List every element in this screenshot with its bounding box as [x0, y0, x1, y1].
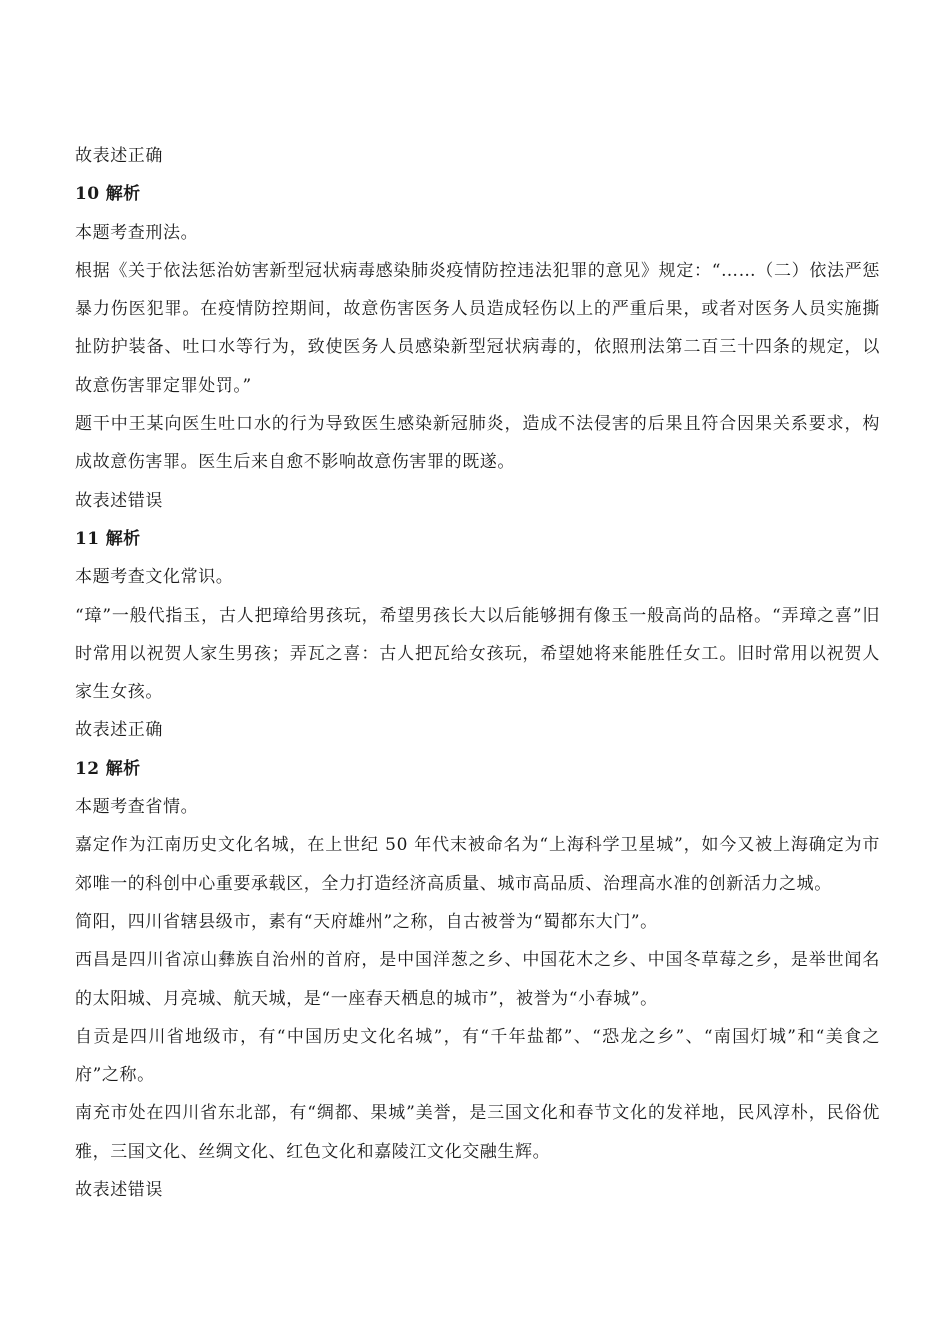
- conclusion-text: 故表述正确: [75, 146, 163, 166]
- topic-text: 本题考查刑法。: [75, 222, 199, 243]
- paragraph: 自贡是四川省地级市，有“中国历史文化名城”，有“千年盐都”、“恐龙之乡”、“南国灯城”和“美食之府”之称。: [75, 1026, 880, 1086]
- paragraph: 题干中王某向医生吐口水的行为导致医生感染新冠肺炎，造成不法侵害的后果且符合因果关系要求，构成故意伤害罪。医生后来自愈不影响故意伤害罪的既遂。: [75, 414, 880, 473]
- conclusion-text: 故表述错误: [75, 1180, 163, 1201]
- conclusion-text: 故表述错误: [75, 490, 163, 511]
- paragraph: 嘉定作为江南历史文化名城，在上世纪 50 年代末被命名为“上海科学卫星城”，如今又被上海确定为市郊唯一的科创中心重要承载区，全力打造经济高质量、城市高品质、治理高水准的创新活力之城。: [75, 835, 880, 894]
- paragraph: 西昌是四川省凉山彝族自治州的首府，是中国洋葱之乡、中国花木之乡、中国冬草莓之乡，是举世闻名的太阳城、月亮城、航天城，是“一座春天栖息的城市”，被誉为“小春城”。: [75, 950, 880, 1009]
- paragraph: 根据《关于依法惩治妨害新型冠状病毒感染肺炎疫情防控违法犯罪的意见》规定：“……（二）依法严惩暴力伤医犯罪。在疫情防控期间，故意伤害医务人员造成轻伤以上的严重后果，或者对医务人员实施撕扯防护装备、吐口水等行为，致使医务人员感染新型冠状病毒的，依照刑法第二百三十四条的规定，以故意伤害罪定罪处罚。”: [75, 260, 880, 396]
- document-body: [75, 137, 880, 1209]
- paragraph: “璋”一般代指玉，古人把璋给男孩玩，希望男孩长大以后能够拥有像玉一般高尚的品格。“弄璋之喜”旧时常用以祝贺人家生男孩；弄瓦之喜：古人把瓦给女孩玩，希望她将来能胜任女工。旧时常用以祝贺人家生女孩。: [75, 605, 880, 703]
- section-heading-10: 10 解析: [75, 184, 141, 205]
- topic-text: 本题考查省情。: [75, 797, 199, 818]
- paragraph: 南充市处在四川省东北部，有“绸都、果城”美誉，是三国文化和春节文化的发祥地，民风淳朴，民俗优雅，三国文化、丝绸文化、红色文化和嘉陵江文化交融生辉。: [75, 1103, 880, 1162]
- section-heading-11: 11 解析: [75, 528, 141, 549]
- conclusion-text: 故表述正确: [75, 720, 163, 741]
- topic-text: 本题考查文化常识。: [75, 567, 234, 588]
- section-heading-12: 12 解析: [75, 758, 141, 779]
- paragraph: 简阳，四川省辖县级市，素有“天府雄州”之称，自古被誉为“蜀都东大门”。: [75, 911, 658, 932]
